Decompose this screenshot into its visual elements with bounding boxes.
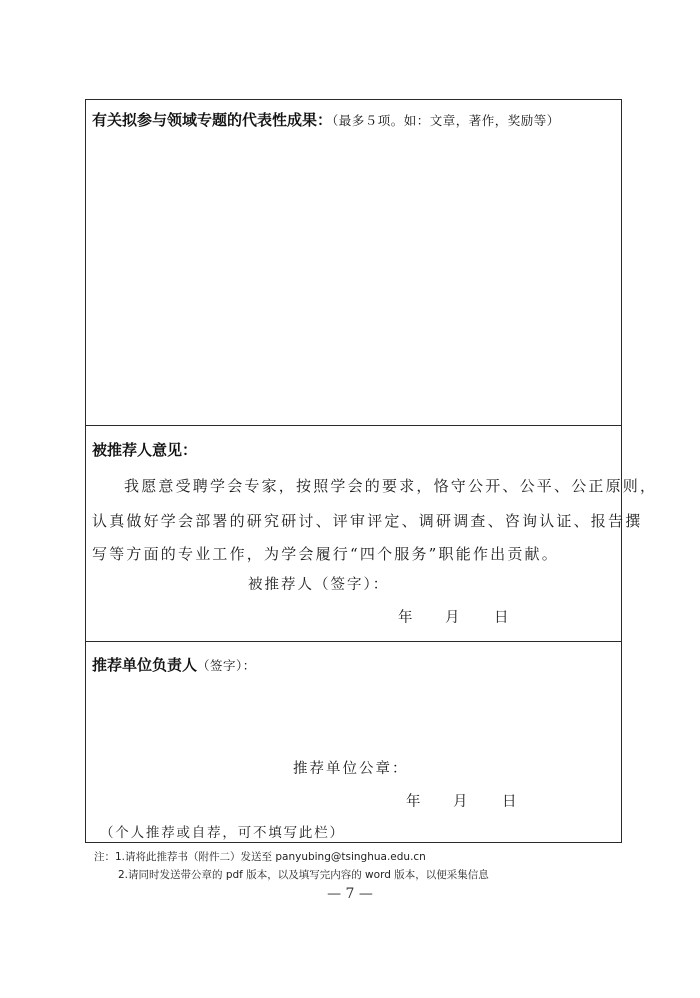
date-year-label: 年 xyxy=(406,794,421,810)
date-year-label: 年 xyxy=(398,610,413,626)
unit-seal-label: 推荐单位公章： xyxy=(293,761,409,777)
footnotes xyxy=(94,848,489,884)
achievements-heading xyxy=(92,109,560,130)
personal-recommendation-note: （个人推荐或自荐，可不填写此栏） xyxy=(100,825,345,841)
page-number: — 7 — xyxy=(327,886,373,902)
date-month-label: 月 xyxy=(453,794,468,810)
opinion-line-1: 我愿意受聘学会专家，按照学会的要求，恪守公开、公平、公正原则， xyxy=(124,477,658,495)
achievements-heading-text: 有关拟参与领域专题的代表性成果： xyxy=(92,111,333,129)
nominee-opinion-heading: 被推荐人意见： xyxy=(92,441,198,459)
nominee-signature-label: 被推荐人（签字）： xyxy=(248,577,390,593)
footnote-1: 注：1.请将此推荐书（附件二）发送至 panyubing@tsinghua.edu.cn xyxy=(94,851,426,863)
opinion-line-3: 写等方面的专业工作，为学会履行“四个服务”职能作出贡献。 xyxy=(92,545,559,563)
footnote-2: 2.请同时发送带公章的 pdf 版本，以及填写完内容的 word 版本，以便采集信息 xyxy=(118,869,489,881)
unit-head-heading-note: （签字）： xyxy=(197,658,256,673)
date-day-label: 日 xyxy=(494,610,509,626)
achievements-heading-note: （最多５项。如：文章，著作，奖励等） xyxy=(332,113,560,128)
unit-head-heading-text: 推荐单位负责人 xyxy=(92,656,198,674)
opinion-line-2: 认真做好学会部署的研究研讨、评审评定、调研调查、咨询认证、报告撰 xyxy=(92,512,643,530)
representative-achievements-section xyxy=(86,100,621,426)
recommending-unit-section xyxy=(86,642,621,844)
nominee-opinion-section xyxy=(86,426,658,642)
date-day-label: 日 xyxy=(502,794,517,810)
recommendation-form-table xyxy=(85,99,658,843)
date-month-label: 月 xyxy=(445,610,460,626)
unit-head-heading xyxy=(92,654,256,675)
